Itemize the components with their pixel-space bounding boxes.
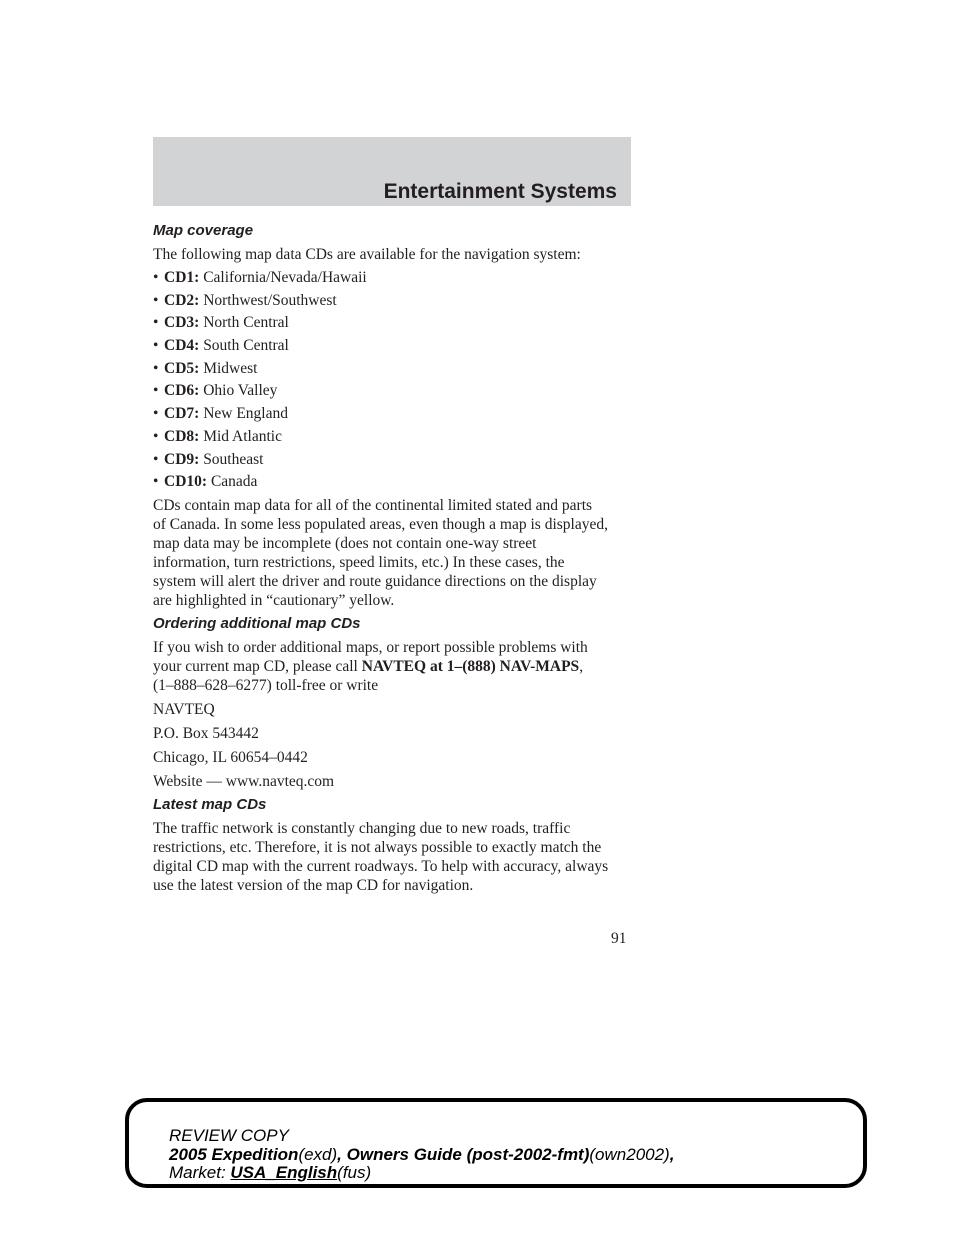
bullet-icon: • (153, 427, 159, 445)
cd-label: CD8: (164, 427, 200, 445)
bullet-icon: • (153, 269, 159, 286)
heading-map-coverage: Map coverage (153, 222, 254, 239)
bullet-icon: • (153, 291, 159, 309)
cd-region: New England (203, 405, 288, 423)
address-city: Chicago, IL 60654–0442 (153, 748, 308, 766)
cd-region: South Central (203, 337, 289, 355)
cd-list-item (153, 360, 653, 378)
review-copy-label: REVIEW COPY (169, 1126, 289, 1145)
page-number: 91 (611, 930, 627, 947)
cd-region: Mid Atlantic (203, 427, 282, 445)
review-copy-doc-line: 2005 Expedition(exd), Owners Guide (post-2002-fmt)(own2002), (169, 1145, 675, 1164)
ordering-body: If you wish to order additional maps, or report possible problems with your current map CD, please call NAVTEQ at 1–(888) NAV-MAPS, (1–888–628–6277) toll-free or write (153, 638, 588, 694)
page-content (153, 222, 653, 900)
cd-list-item (153, 337, 653, 355)
cd-list-item (153, 382, 653, 400)
bullet-icon: • (153, 337, 159, 355)
cd-list-item (153, 292, 653, 310)
cd-label: CD2: (164, 291, 200, 309)
bullet-icon: • (153, 382, 159, 400)
cd-region: North Central (203, 314, 289, 332)
cd-region: Midwest (203, 359, 258, 377)
address-name: NAVTEQ (153, 700, 215, 718)
cd-list (153, 269, 653, 491)
cd-label: CD3: (164, 314, 200, 332)
cd-region: Southeast (203, 450, 264, 468)
cd-list-item (153, 451, 653, 469)
cd-list-item (153, 428, 653, 446)
heading-ordering: Ordering additional map CDs (153, 614, 361, 632)
cd-list-item (153, 473, 653, 491)
cd-label: CD10: (164, 473, 208, 491)
cd-region: Northwest/Southwest (203, 291, 337, 309)
latest-body: The traffic network is constantly changing due to new roads, traffic restrictions, etc. Therefore, it is not always possible to exactly match the digital CD map with the current roadways. To help with accuracy, always use the latest version of the map CD for navigation. (153, 819, 609, 894)
cd-label: CD6: (164, 382, 200, 400)
cd-region: Canada (210, 473, 258, 491)
bullet-icon: • (153, 405, 159, 423)
review-copy-market-line: Market: USA_English(fus) (169, 1163, 372, 1182)
map-coverage-intro: The following map data CDs are available for the navigation system: (153, 246, 581, 263)
bullet-icon: • (153, 359, 159, 377)
cd-region: Ohio Valley (203, 382, 278, 400)
cd-label: CD1: (164, 269, 200, 286)
map-coverage-body: CDs contain map data for all of the continental limited stated and parts of Canada. In some less populated areas, even though a map is displayed, map data may be incomplete (does not contain one-way street information, turn restrictions, speed limits, etc.) In these cases, the system will alert the driver and route guidance directions on the display are highlighted in “cautionary” yellow. (153, 496, 608, 609)
section-title: Entertainment Systems (383, 180, 617, 203)
cd-label: CD5: (164, 359, 200, 377)
navteq-phone: NAVTEQ at 1–(888) NAV-MAPS (361, 657, 580, 675)
cd-list-item (153, 269, 653, 287)
cd-list-item (153, 314, 653, 332)
heading-latest: Latest map CDs (153, 795, 267, 813)
cd-label: CD9: (164, 450, 200, 468)
cd-label: CD7: (164, 405, 200, 423)
cd-list-item (153, 405, 653, 423)
address-website: Website — www.navteq.com (153, 772, 335, 790)
address-po-box: P.O. Box 543442 (153, 724, 259, 742)
review-copy-box (125, 1098, 867, 1188)
bullet-icon: • (153, 473, 159, 491)
cd-region: California/Nevada/Hawaii (203, 269, 367, 286)
header-band (153, 137, 631, 206)
bullet-icon: • (153, 450, 159, 468)
bullet-icon: • (153, 314, 159, 332)
cd-label: CD4: (164, 337, 200, 355)
